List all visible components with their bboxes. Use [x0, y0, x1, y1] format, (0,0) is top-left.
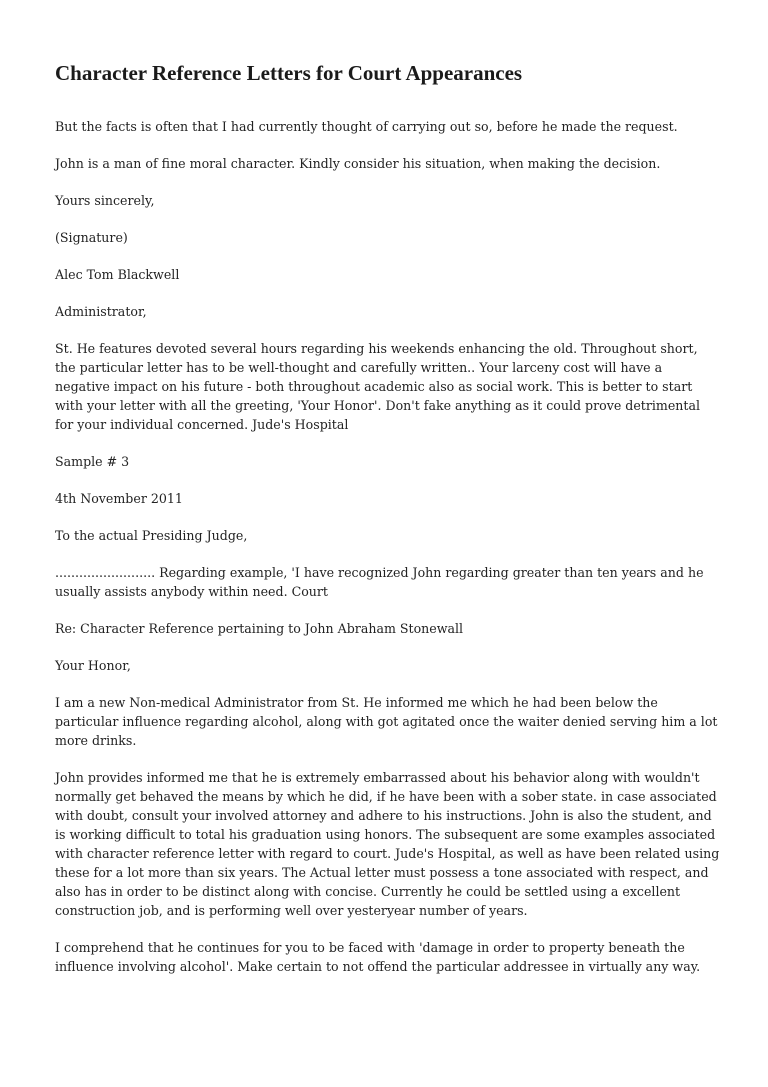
signer-name: Alec Tom Blackwell	[55, 267, 180, 282]
letter-subject: Re: Character Reference pertaining to John Abraham Stonewall	[55, 621, 464, 636]
paragraph-embarrassed: John provides informed me that he is extremely embarrassed about his behavior along with wouldn't normally get behaved the means by which he did, if he have been with a sober state. in case associated with doubt, consult your involved attorney and adhere to his instructions. John is also the student, and is working difficult to total his graduation using honors. The subsequent are some examples associated with character reference letter with regard to court. Jude's Hospital, as well as have been related using these for a lot more than six years. The Actual letter must possess a tone associated with respect, and also has in order to be distinct along with concise. Currently he could be settled using a excellent construction job, and is performing well over yesteryear number of years.	[55, 770, 720, 918]
letter-addressee: To the actual Presiding Judge,	[55, 528, 248, 543]
paragraph-administrator: I am a new Non-medical Administrator from St. He informed me which he had been below the particular influence regarding alcohol, along with got agitated once the waiter denied serving him a lot more drinks.	[55, 695, 718, 748]
signature-placeholder: (Signature)	[55, 230, 128, 245]
paragraph-moral-character: John is a man of fine moral character. Kindly consider his situation, when making the decision.	[55, 156, 661, 171]
letter-date: 4th November 2011	[55, 491, 183, 506]
signer-title: Administrator,	[55, 304, 147, 319]
document-page	[55, 58, 720, 994]
sample-heading: Sample # 3	[55, 454, 130, 469]
document-title: Character Reference Letters for Court Appearances	[55, 61, 523, 85]
paragraph-opening: But the facts is often that I had currently thought of carrying out so, before he made the request.	[55, 119, 678, 134]
paragraph-weekends: St. He features devoted several hours regarding his weekends enhancing the old. Throughout short, the particular letter has to be well-thought and carefully written.. Your larceny cost will have a negative impact on his future - both throughout academic also as social work. This is better to start with your letter with all the greeting, 'Your Honor'. Don't fake anything as it could prove detrimental for your individual concerned. Jude's Hospital	[55, 341, 701, 432]
closing-salutation: Yours sincerely,	[55, 193, 155, 208]
letter-greeting: Your Honor,	[55, 658, 131, 673]
paragraph-recognized: ......................... Regarding example, 'I have recognized John regarding greater than ten years and he usually assists anybody within need. Court	[55, 565, 704, 599]
paragraph-comprehend: I comprehend that he continues for you to be faced with 'damage in order to property beneath the influence involving alcohol'. Make certain to not offend the particular addressee in virtually any way.	[55, 940, 701, 974]
